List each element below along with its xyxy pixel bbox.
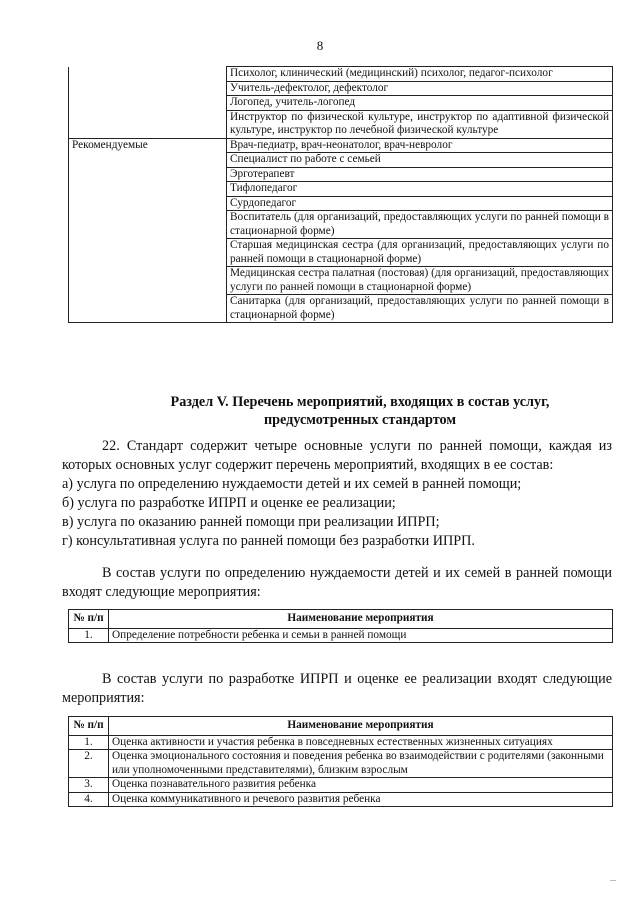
section-heading-line: предусмотренных стандартом	[263, 412, 457, 428]
table-row	[69, 81, 613, 96]
table-row	[69, 267, 613, 295]
row-text: Оценка активности и участия ребенка в повседневных естественных жизненных ситуациях	[109, 735, 613, 750]
events-table-1	[68, 609, 613, 643]
scan-mark	[610, 880, 616, 881]
row-text: Оценка познавательного развития ребенка	[109, 778, 613, 793]
staff-cell: Сурдопедагог	[227, 196, 613, 211]
category-cell	[69, 167, 227, 182]
staff-cell: Тифлопедагог	[227, 182, 613, 197]
staff-cell: Психолог, клинический (медицинский) психолог, педагог-психолог	[227, 67, 613, 82]
column-header-name: Наименование мероприятия	[109, 717, 613, 736]
staff-cell: Старшая медицинская сестра (для организаций, предоставляющих услуги по ранней помощи в стационарной форме)	[227, 239, 613, 267]
row-text: Оценка эмоционального состояния и поведения ребенка во взаимодействии с родителями (законными или уполномоченными представителями), близким взрослым	[109, 750, 613, 778]
row-num: 2.	[69, 750, 109, 778]
category-cell	[69, 81, 227, 96]
row-text: Оценка коммуникативного и речевого развития ребенка	[109, 792, 613, 807]
section-heading-line: Раздел V. Перечень мероприятий, входящих в состав услуг,	[170, 394, 550, 410]
column-header-num: № п/п	[69, 717, 109, 736]
staff-cell: Воспитатель (для организаций, предоставляющих услуги по ранней помощи в стационарной форме)	[227, 211, 613, 239]
row-text: Определение потребности ребенка и семьи в ранней помощи	[109, 628, 613, 643]
table-header-row	[69, 610, 613, 629]
staff-cell: Учитель-дефектолог, дефектолог	[227, 81, 613, 96]
category-cell	[69, 211, 227, 239]
table-row	[69, 110, 613, 138]
category-cell	[69, 153, 227, 168]
paragraph-22: 22. Стандарт содержит четыре основные услуги по ранней помощи, каждая из которых основных услуг содержит перечень мероприятий, входящих в ее состав:	[62, 438, 612, 474]
table-header-row	[69, 717, 613, 736]
column-header-name: Наименование мероприятия	[109, 610, 613, 629]
table-row	[69, 750, 613, 778]
table-row	[69, 138, 613, 153]
staff-cell: Специалист по работе с семьей	[227, 153, 613, 168]
category-cell	[69, 295, 227, 323]
table-row	[69, 628, 613, 643]
table-row	[69, 153, 613, 168]
table-row	[69, 67, 613, 82]
table-row	[69, 182, 613, 197]
section-heading	[120, 393, 600, 429]
list-item: в) услуга по оказанию ранней помощи при реализации ИПРП;	[62, 514, 440, 530]
category-cell	[69, 196, 227, 211]
table-row	[69, 196, 613, 211]
category-cell	[69, 96, 227, 111]
row-num: 1.	[69, 735, 109, 750]
table-row	[69, 295, 613, 323]
table-row	[69, 211, 613, 239]
category-cell	[69, 239, 227, 267]
staff-cell: Врач-педиатр, врач-неонатолог, врач-невролог	[227, 138, 613, 153]
staff-cell: Медицинская сестра палатная (постовая) (для организаций, предоставляющих услуги по ранней помощи в стационарной форме)	[227, 267, 613, 295]
table-row	[69, 239, 613, 267]
category-cell	[69, 267, 227, 295]
row-num: 1.	[69, 628, 109, 643]
table-row	[69, 735, 613, 750]
table-row	[69, 96, 613, 111]
list-item: г) консультативная услуга по ранней помощи без разработки ИПРП.	[62, 533, 475, 549]
staff-cell: Санитарка (для организаций, предоставляющих услуги по ранней помощи в стационарной форме)	[227, 295, 613, 323]
table-row	[69, 778, 613, 793]
events-table-2	[68, 716, 613, 807]
recommended-label: Рекомендуемые	[69, 138, 227, 153]
page-number: 8	[316, 38, 324, 53]
row-num: 4.	[69, 792, 109, 807]
staff-cell: Эрготерапевт	[227, 167, 613, 182]
table-row	[69, 167, 613, 182]
list-item: а) услуга по определению нуждаемости детей и их семей в ранней помощи;	[62, 476, 522, 492]
category-cell	[69, 182, 227, 197]
category-cell	[69, 67, 227, 82]
staff-table	[68, 66, 613, 323]
table2-intro: В состав услуги по разработке ИПРП и оценке ее реализации входят следующие мероприятия:	[62, 671, 612, 707]
staff-cell: Инструктор по физической культуре, инструктор по адаптивной физической культуре, инструктор по лечебной физической культуре	[227, 110, 613, 138]
category-cell	[69, 110, 227, 138]
table-row	[69, 792, 613, 807]
staff-cell: Логопед, учитель-логопед	[227, 96, 613, 111]
column-header-num: № п/п	[69, 610, 109, 629]
list-item: б) услуга по разработке ИПРП и оценке ее реализации;	[62, 495, 396, 511]
row-num: 3.	[69, 778, 109, 793]
table1-intro: В состав услуги по определению нуждаемости детей и их семей в ранней помощи входят следующие мероприятия:	[62, 565, 612, 601]
